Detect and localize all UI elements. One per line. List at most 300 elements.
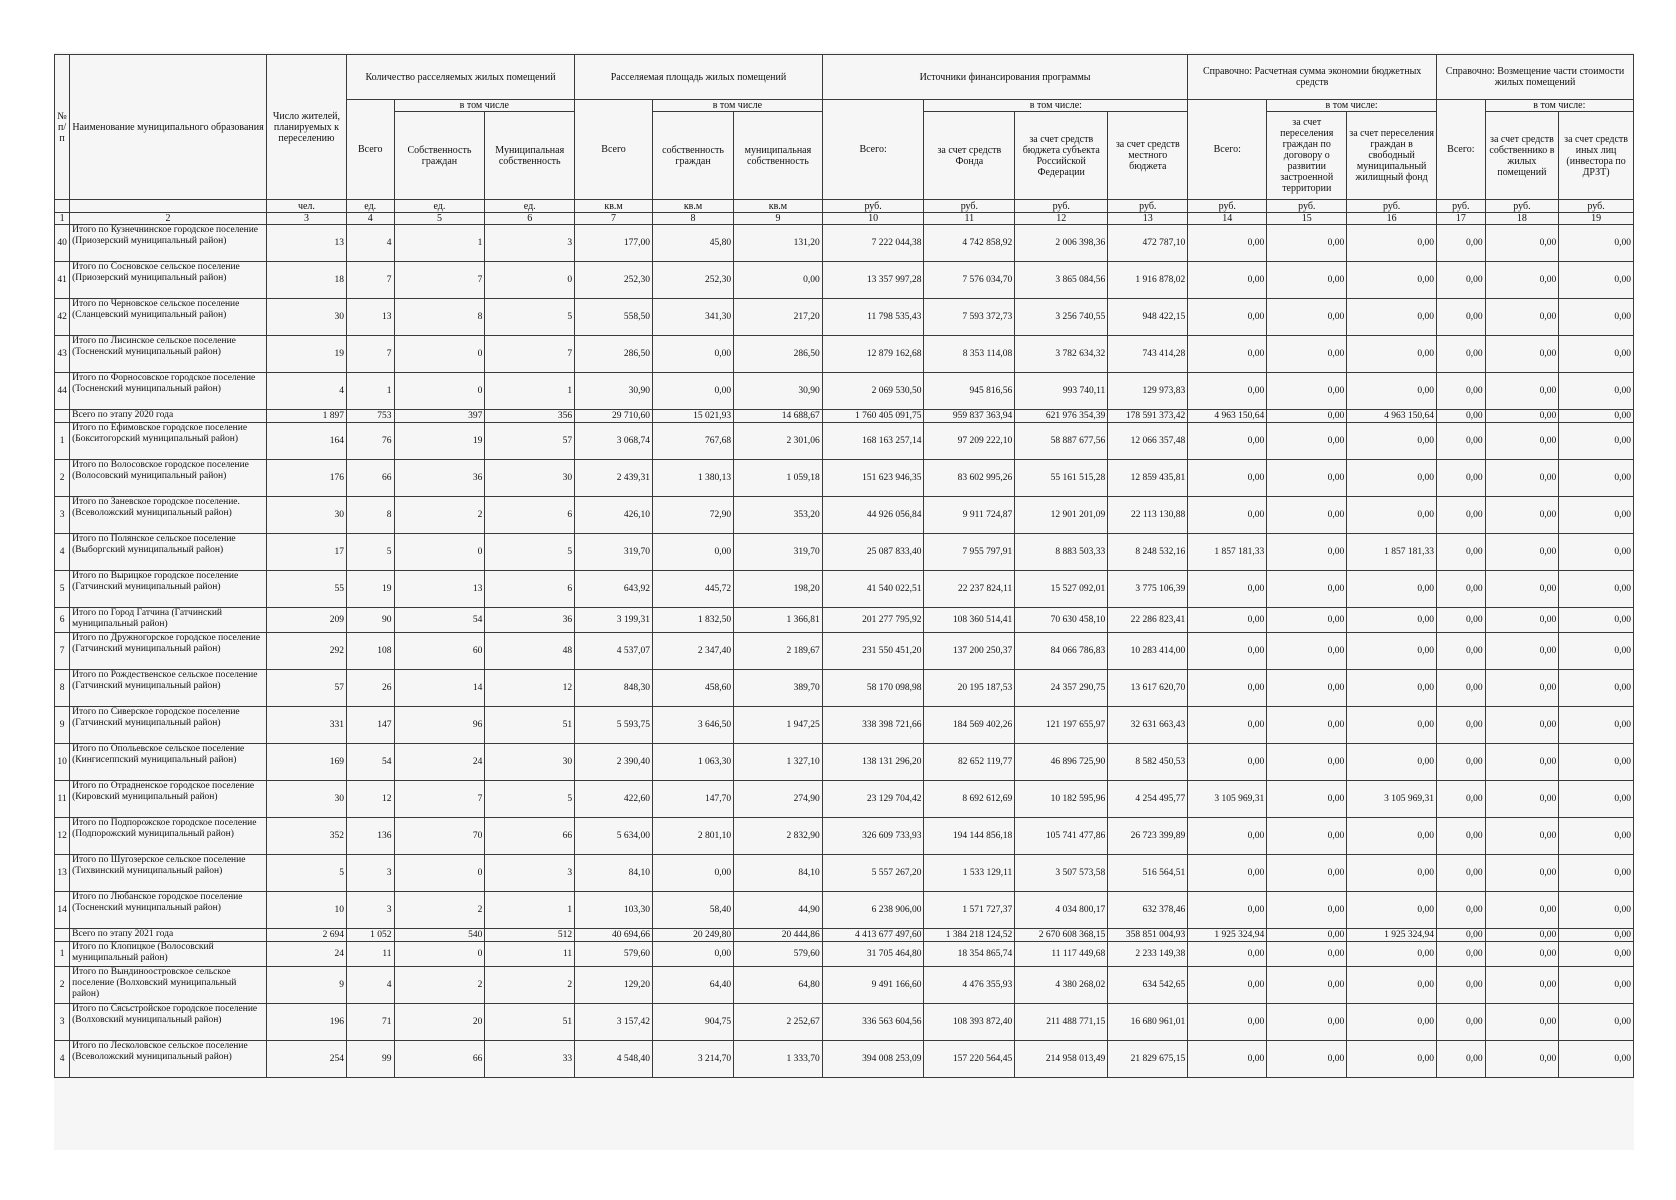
header-count-incl: в том числе [394,100,575,112]
row-number: 44 [55,373,70,410]
value-cell: 55 161 515,28 [1015,460,1108,497]
value-cell: 3 157,42 [575,1004,653,1041]
value-cell: 58,40 [652,892,733,929]
value-cell: 0,00 [1347,460,1437,497]
column-number: 12 [1015,213,1108,225]
value-cell: 1 857 181,33 [1188,534,1267,571]
value-cell: 4 [266,373,346,410]
value-cell: 4 413 677 497,60 [822,929,924,942]
value-cell: 0,00 [1437,497,1486,534]
value-cell: 0,00 [1347,571,1437,608]
value-cell: 0,00 [1347,818,1437,855]
value-cell: 1 380,13 [652,460,733,497]
value-cell: 0,00 [1437,410,1486,423]
value-cell: 7 [346,262,394,299]
value-cell: 2 832,90 [734,818,823,855]
value-cell: 338 398 721,66 [822,707,924,744]
value-cell: 3 199,31 [575,608,653,633]
table-row [55,497,1634,534]
value-cell: 848,30 [575,670,653,707]
value-cell: 0,00 [1267,781,1347,818]
value-cell: 743 414,28 [1108,336,1188,373]
value-cell: 0,00 [1347,670,1437,707]
value-cell: 4 963 150,64 [1188,410,1267,423]
value-cell: 13 [346,299,394,336]
value-cell: 2 347,40 [652,633,733,670]
value-cell: 58 887 677,56 [1015,423,1108,460]
row-number: 2 [55,460,70,497]
column-number: 1 [55,213,70,225]
value-cell: 0,00 [1188,707,1267,744]
header-group-count: Количество расселяемых жилых помещений [346,55,574,100]
value-cell: 1 925 324,94 [1347,929,1437,942]
unit-cell: руб. [924,200,1015,213]
row-number: 4 [55,1041,70,1078]
value-cell: 15 527 092,01 [1015,571,1108,608]
value-cell: 356 [485,410,575,423]
value-cell: 426,10 [575,497,653,534]
unit-cell: ед. [394,200,485,213]
value-cell: 3 [485,225,575,262]
value-cell: 0,00 [1267,534,1347,571]
table-row [55,1041,1634,1078]
value-cell: 252,30 [652,262,733,299]
value-cell: 24 357 290,75 [1015,670,1108,707]
value-cell: 0,00 [1188,299,1267,336]
value-cell: 9 [266,967,346,1004]
value-cell: 30 [266,299,346,336]
value-cell: 1 059,18 [734,460,823,497]
value-cell: 0,00 [1437,460,1486,497]
value-cell: 6 238 906,00 [822,892,924,929]
table-row [55,225,1634,262]
value-cell: 0,00 [1559,373,1634,410]
value-cell: 1 571 727,37 [924,892,1015,929]
value-cell: 22 237 824,11 [924,571,1015,608]
value-cell: 129,20 [575,967,653,1004]
value-cell: 4 476 355,93 [924,967,1015,1004]
table-row [55,781,1634,818]
value-cell: 0,00 [1485,1004,1559,1041]
value-cell: 0,00 [1437,571,1486,608]
value-cell: 10 182 595,96 [1015,781,1108,818]
value-cell: 4 254 495,77 [1108,781,1188,818]
value-cell: 8 883 503,33 [1015,534,1108,571]
value-cell: 24 [394,744,485,781]
value-cell: 0,00 [1188,225,1267,262]
value-cell: 0,00 [1485,423,1559,460]
value-cell: 15 021,93 [652,410,733,423]
value-cell: 10 [266,892,346,929]
municipality-name: Итого по Черновское сельское поселение (Сланцевский муниципальный район) [70,299,267,336]
value-cell: 30 [266,497,346,534]
table-row [55,423,1634,460]
value-cell: 0,00 [1267,855,1347,892]
row-number [55,410,70,423]
value-cell: 274,90 [734,781,823,818]
value-cell: 58 170 098,98 [822,670,924,707]
value-cell: 11 117 449,68 [1015,942,1108,967]
value-cell: 7 593 372,73 [924,299,1015,336]
value-cell: 0,00 [1347,373,1437,410]
value-cell: 292 [266,633,346,670]
value-cell: 20 [394,1004,485,1041]
table-row [55,299,1634,336]
value-cell: 0,00 [1437,262,1486,299]
value-cell: 3 865 084,56 [1015,262,1108,299]
table-row [55,855,1634,892]
column-number: 18 [1485,213,1559,225]
value-cell: 3 646,50 [652,707,733,744]
value-cell: 0,00 [652,336,733,373]
value-cell: 19 [346,571,394,608]
value-cell: 0,00 [1485,460,1559,497]
table-row [55,460,1634,497]
row-number: 12 [55,818,70,855]
column-number: 11 [924,213,1015,225]
value-cell: 4 [346,967,394,1004]
value-cell: 358 851 004,93 [1108,929,1188,942]
value-cell: 0,00 [1437,707,1486,744]
value-cell: 0,00 [1188,460,1267,497]
value-cell: 129 973,83 [1108,373,1188,410]
value-cell: 0,00 [1437,608,1486,633]
value-cell: 41 540 022,51 [822,571,924,608]
value-cell: 71 [346,1004,394,1041]
column-number: 6 [485,213,575,225]
table-row [55,670,1634,707]
value-cell: 3 [485,855,575,892]
value-cell: 0,00 [1267,1041,1347,1078]
row-number: 1 [55,423,70,460]
value-cell: 72,90 [652,497,733,534]
value-cell: 5 [485,781,575,818]
value-cell: 0,00 [1559,707,1634,744]
municipality-name: Итого по Шугозерское сельское поселение (Тихвинский муниципальный район) [70,855,267,892]
value-cell: 19 [266,336,346,373]
value-cell: 0,00 [1267,929,1347,942]
value-cell: 0,00 [1559,818,1634,855]
value-cell: 0,00 [1437,1004,1486,1041]
value-cell: 579,60 [734,942,823,967]
header-savings-incl: в том числе: [1267,100,1437,112]
value-cell: 22 286 823,41 [1108,608,1188,633]
column-number: 14 [1188,213,1267,225]
header-residents: Число жителей, планируемых к переселению [266,55,346,200]
value-cell: 945 816,56 [924,373,1015,410]
value-cell: 0,00 [1188,336,1267,373]
value-cell: 0,00 [1485,929,1559,942]
value-cell: 2 [394,892,485,929]
header-compensation-others: за счет средств иных лиц (инвестора по ДРЗТ) [1559,112,1634,200]
row-number: 3 [55,497,70,534]
value-cell: 1 925 324,94 [1188,929,1267,942]
value-cell: 7 955 797,91 [924,534,1015,571]
unit-cell [70,200,267,213]
value-cell: 3 105 969,31 [1347,781,1437,818]
value-cell: 0,00 [1559,744,1634,781]
value-cell: 9 911 724,87 [924,497,1015,534]
value-cell: 352 [266,818,346,855]
value-cell: 2 694 [266,929,346,942]
value-cell: 54 [346,744,394,781]
value-cell: 0 [394,534,485,571]
value-cell: 198,20 [734,571,823,608]
value-cell: 0,00 [1437,1041,1486,1078]
value-cell: 1 533 129,11 [924,855,1015,892]
value-cell: 0,00 [1437,855,1486,892]
value-cell: 164 [266,423,346,460]
value-cell: 17 [266,534,346,571]
table-body [55,225,1634,1078]
value-cell: 0,00 [1267,336,1347,373]
value-cell: 66 [346,460,394,497]
value-cell: 0,00 [1267,571,1347,608]
value-cell: 0 [394,336,485,373]
value-cell: 30,90 [575,373,653,410]
value-cell: 30 [485,744,575,781]
value-cell: 0,00 [1485,942,1559,967]
value-cell: 12 859 435,81 [1108,460,1188,497]
value-cell: 137 200 250,37 [924,633,1015,670]
value-cell: 231 550 451,20 [822,633,924,670]
value-cell: 0,00 [1485,225,1559,262]
unit-cell [55,200,70,213]
value-cell: 7 576 034,70 [924,262,1015,299]
value-cell: 1 366,81 [734,608,823,633]
value-cell: 217,20 [734,299,823,336]
value-cell: 0,00 [1559,423,1634,460]
value-cell: 0,00 [1188,744,1267,781]
value-cell: 341,30 [652,299,733,336]
table-row [55,707,1634,744]
table-row [55,373,1634,410]
value-cell: 0,00 [1559,225,1634,262]
value-cell: 0,00 [1437,336,1486,373]
value-cell: 21 829 675,15 [1108,1041,1188,1078]
unit-cell: руб. [1108,200,1188,213]
value-cell: 136 [346,818,394,855]
unit-cell: руб. [822,200,924,213]
value-cell: 20 444,86 [734,929,823,942]
value-cell: 0,00 [1347,262,1437,299]
table-row [55,892,1634,929]
municipality-name: Итого по Кузнечнинское городское поселение (Приозерский муниципальный район) [70,225,267,262]
value-cell: 516 564,51 [1108,855,1188,892]
value-cell: 13 617 620,70 [1108,670,1188,707]
header-area-municipal: муниципальная собственность [734,112,823,200]
value-cell: 9 491 166,60 [822,967,924,1004]
value-cell: 13 [266,225,346,262]
value-cell: 252,30 [575,262,653,299]
value-cell: 558,50 [575,299,653,336]
value-cell: 3 [346,855,394,892]
value-cell: 4 548,40 [575,1041,653,1078]
value-cell: 25 087 833,40 [822,534,924,571]
value-cell: 36 [485,608,575,633]
row-number: 3 [55,1004,70,1041]
value-cell: 0,00 [1188,670,1267,707]
value-cell: 0,00 [1188,423,1267,460]
value-cell: 12 [346,781,394,818]
value-cell: 0,00 [1485,299,1559,336]
municipality-name: Итого по Подпорожское городское поселение (Подпорожский муниципальный район) [70,818,267,855]
row-number: 7 [55,633,70,670]
value-cell: 331 [266,707,346,744]
value-cell: 5 [485,299,575,336]
value-cell: 4 034 800,17 [1015,892,1108,929]
value-cell: 0 [394,942,485,967]
column-number: 9 [734,213,823,225]
value-cell: 26 723 399,89 [1108,818,1188,855]
value-cell: 0,00 [1437,299,1486,336]
value-cell: 0,00 [1559,633,1634,670]
table-header [55,55,1634,225]
value-cell: 0,00 [1437,633,1486,670]
value-cell: 0,00 [1267,497,1347,534]
value-cell: 33 [485,1041,575,1078]
municipality-name: Итого по Лесколовское сельское поселение (Всеволожский муниципальный район) [70,1041,267,1078]
value-cell: 0,00 [1485,336,1559,373]
value-cell: 0,00 [1347,744,1437,781]
value-cell: 0,00 [1437,967,1486,1004]
value-cell: 64,40 [652,967,733,1004]
value-cell: 12 066 357,48 [1108,423,1188,460]
unit-cell: кв.м [652,200,733,213]
value-cell: 0,00 [1437,929,1486,942]
value-cell: 7 [394,781,485,818]
value-cell: 24 [266,942,346,967]
value-cell: 201 277 795,92 [822,608,924,633]
row-number: 40 [55,225,70,262]
value-cell: 8 [394,299,485,336]
value-cell: 472 787,10 [1108,225,1188,262]
value-cell: 5 [266,855,346,892]
value-cell: 959 837 363,94 [924,410,1015,423]
value-cell: 4 [346,225,394,262]
value-cell: 579,60 [575,942,653,967]
value-cell: 632 378,46 [1108,892,1188,929]
header-area-incl: в том числе [652,100,822,112]
value-cell: 993 740,11 [1015,373,1108,410]
value-cell: 7 [485,336,575,373]
value-cell: 1 916 878,02 [1108,262,1188,299]
municipality-name: Итого по Клопицкое (Волосовский муниципальный район) [70,942,267,967]
value-cell: 13 357 997,28 [822,262,924,299]
value-cell: 168 163 257,14 [822,423,924,460]
header-finance-total: Всего: [822,100,924,200]
value-cell: 108 [346,633,394,670]
table-row [55,336,1634,373]
header-group-compensation: Справочно: Возмещение части стоимости жилых помещений [1437,55,1634,100]
value-cell: 0,00 [1437,942,1486,967]
value-cell: 19 [394,423,485,460]
value-cell: 0,00 [1347,608,1437,633]
value-cell: 48 [485,633,575,670]
value-cell: 286,50 [575,336,653,373]
value-cell: 16 680 961,01 [1108,1004,1188,1041]
municipality-name: Итого по Отрадненское городское поселение (Кировский муниципальный район) [70,781,267,818]
header-savings-total: Всего: [1188,100,1267,200]
column-number: 15 [1267,213,1347,225]
value-cell: 22 113 130,88 [1108,497,1188,534]
value-cell: 0,00 [1559,942,1634,967]
value-cell: 397 [394,410,485,423]
value-cell: 0,00 [1559,497,1634,534]
value-cell: 0,00 [1485,707,1559,744]
unit-cell: руб. [1347,200,1437,213]
municipality-name: Итого по Волосовское городское поселение (Волосовский муниципальный район) [70,460,267,497]
value-cell: 46 896 725,90 [1015,744,1108,781]
stage-total-row [55,929,1634,942]
value-cell: 178 591 373,42 [1108,410,1188,423]
value-cell: 151 623 946,35 [822,460,924,497]
header-area-own-citizens: собственность граждан [652,112,733,200]
column-number: 16 [1347,213,1437,225]
table-row [55,608,1634,633]
value-cell: 0,00 [1485,571,1559,608]
value-cell: 8 582 450,53 [1108,744,1188,781]
value-cell: 0,00 [1485,633,1559,670]
value-cell: 8 248 532,16 [1108,534,1188,571]
value-cell: 0,00 [1267,942,1347,967]
value-cell: 0,00 [1267,423,1347,460]
value-cell: 103,30 [575,892,653,929]
unit-cell: руб. [1015,200,1108,213]
unit-cell: ед. [485,200,575,213]
value-cell: 2 [394,967,485,1004]
value-cell: 0,00 [1437,225,1486,262]
value-cell: 83 602 995,26 [924,460,1015,497]
value-cell: 30 [485,460,575,497]
value-cell: 0,00 [1485,670,1559,707]
value-cell: 0,00 [1347,336,1437,373]
value-cell: 0,00 [1267,892,1347,929]
unit-cell: руб. [1437,200,1486,213]
header-count-total: Всего [346,100,394,200]
value-cell: 84,10 [575,855,653,892]
table-row [55,818,1634,855]
value-cell: 0,00 [1437,818,1486,855]
value-cell: 0,00 [1267,460,1347,497]
value-cell: 1 [485,892,575,929]
value-cell: 2 801,10 [652,818,733,855]
value-cell: 394 008 253,09 [822,1041,924,1078]
value-cell: 45,80 [652,225,733,262]
value-cell: 31 705 464,80 [822,942,924,967]
value-cell: 2 233 149,38 [1108,942,1188,967]
value-cell: 326 609 733,93 [822,818,924,855]
header-finance-local: за счет средств местного бюджета [1108,112,1188,200]
column-number: 10 [822,213,924,225]
value-cell: 3 214,70 [652,1041,733,1078]
value-cell: 11 [346,942,394,967]
municipality-name: Итого по Заневское городское поселение. (Всеволожский муниципальный район) [70,497,267,534]
value-cell: 177,00 [575,225,653,262]
value-cell: 1 052 [346,929,394,942]
municipality-name: Итого по Ефимовское городское поселение (Бокситогорский муниципальный район) [70,423,267,460]
value-cell: 0,00 [1485,497,1559,534]
value-cell: 0,00 [1485,410,1559,423]
value-cell: 3 068,74 [575,423,653,460]
value-cell: 0,00 [1559,670,1634,707]
value-cell: 0 [485,262,575,299]
value-cell: 0,00 [1559,460,1634,497]
value-cell: 1 947,25 [734,707,823,744]
value-cell: 0,00 [1267,608,1347,633]
table-row [55,534,1634,571]
value-cell: 57 [266,670,346,707]
